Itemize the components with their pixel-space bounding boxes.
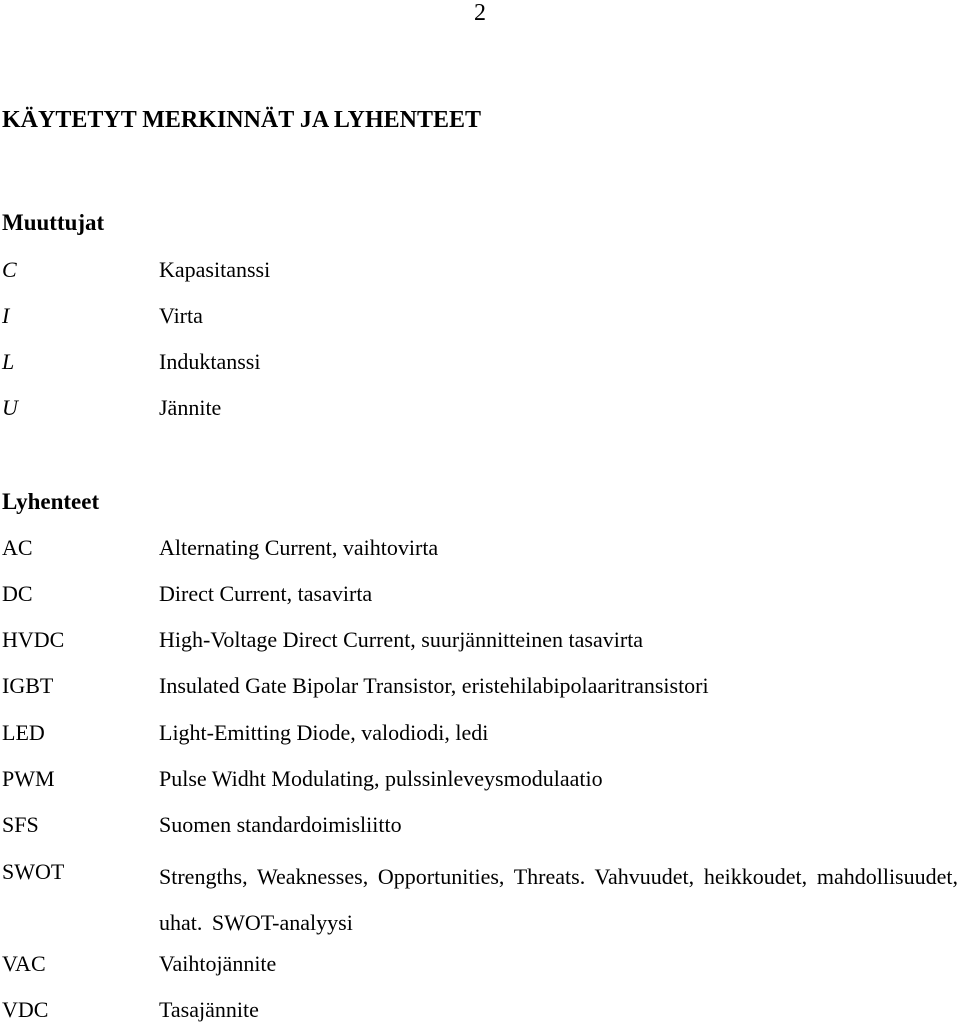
abbreviation-term: SWOT [2,859,65,884]
abbreviation-meaning: Suomen standardoimisliitto [159,812,402,837]
variable-meaning: Kapasitanssi [159,257,271,282]
abbreviation-meaning: High-Voltage Direct Current, suurjännitteinen tasavirta [159,627,644,652]
abbreviation-term: DC [2,581,33,606]
abbreviation-meaning: Vaihtojännite [159,951,277,976]
variable-symbol: U [2,395,18,420]
abbreviation-term: VAC [2,951,46,976]
abbreviation-meaning: Tasajännite [159,997,259,1022]
abbreviation-meaning: Alternating Current, vaihtovirta [159,535,439,560]
page-number: 2 [474,0,486,26]
abbreviation-meaning: Strengths, Weaknesses, Opportunities, Threats. Vahvuudet, heikkoudet, mahdollisuudet, uhat. SWOT-analyysi [159,864,958,935]
abbreviation-meaning: Direct Current, tasavirta [159,581,373,606]
abbreviation-term: LED [2,720,45,745]
abbreviation-term: VDC [2,997,49,1022]
variable-meaning: Jännite [159,395,222,420]
abbreviation-term: SFS [2,812,39,837]
abbreviation-term: IGBT [2,673,54,698]
abbreviation-term: PWM [2,766,55,791]
variable-meaning: Induktanssi [159,349,261,374]
variable-symbol: C [2,257,17,282]
variable-meaning: Virta [159,303,203,328]
abbreviation-term: AC [2,535,33,560]
page-title: KÄYTETYT MERKINNÄT JA LYHENTEET [2,107,482,133]
abbreviation-meaning: Pulse Widht Modulating, pulssinleveysmodulaatio [159,766,603,791]
abbreviations-section-title: Lyhenteet [2,489,100,514]
abbreviation-meaning: Light-Emitting Diode, valodiodi, ledi [159,720,489,745]
abbreviation-term: HVDC [2,627,65,652]
variables-section-title: Muuttujat [2,210,105,235]
variable-symbol: I [2,303,10,328]
variable-symbol: L [2,349,15,374]
abbreviation-meaning: Insulated Gate Bipolar Transistor, eristehilabipolaaritransistori [159,673,709,698]
